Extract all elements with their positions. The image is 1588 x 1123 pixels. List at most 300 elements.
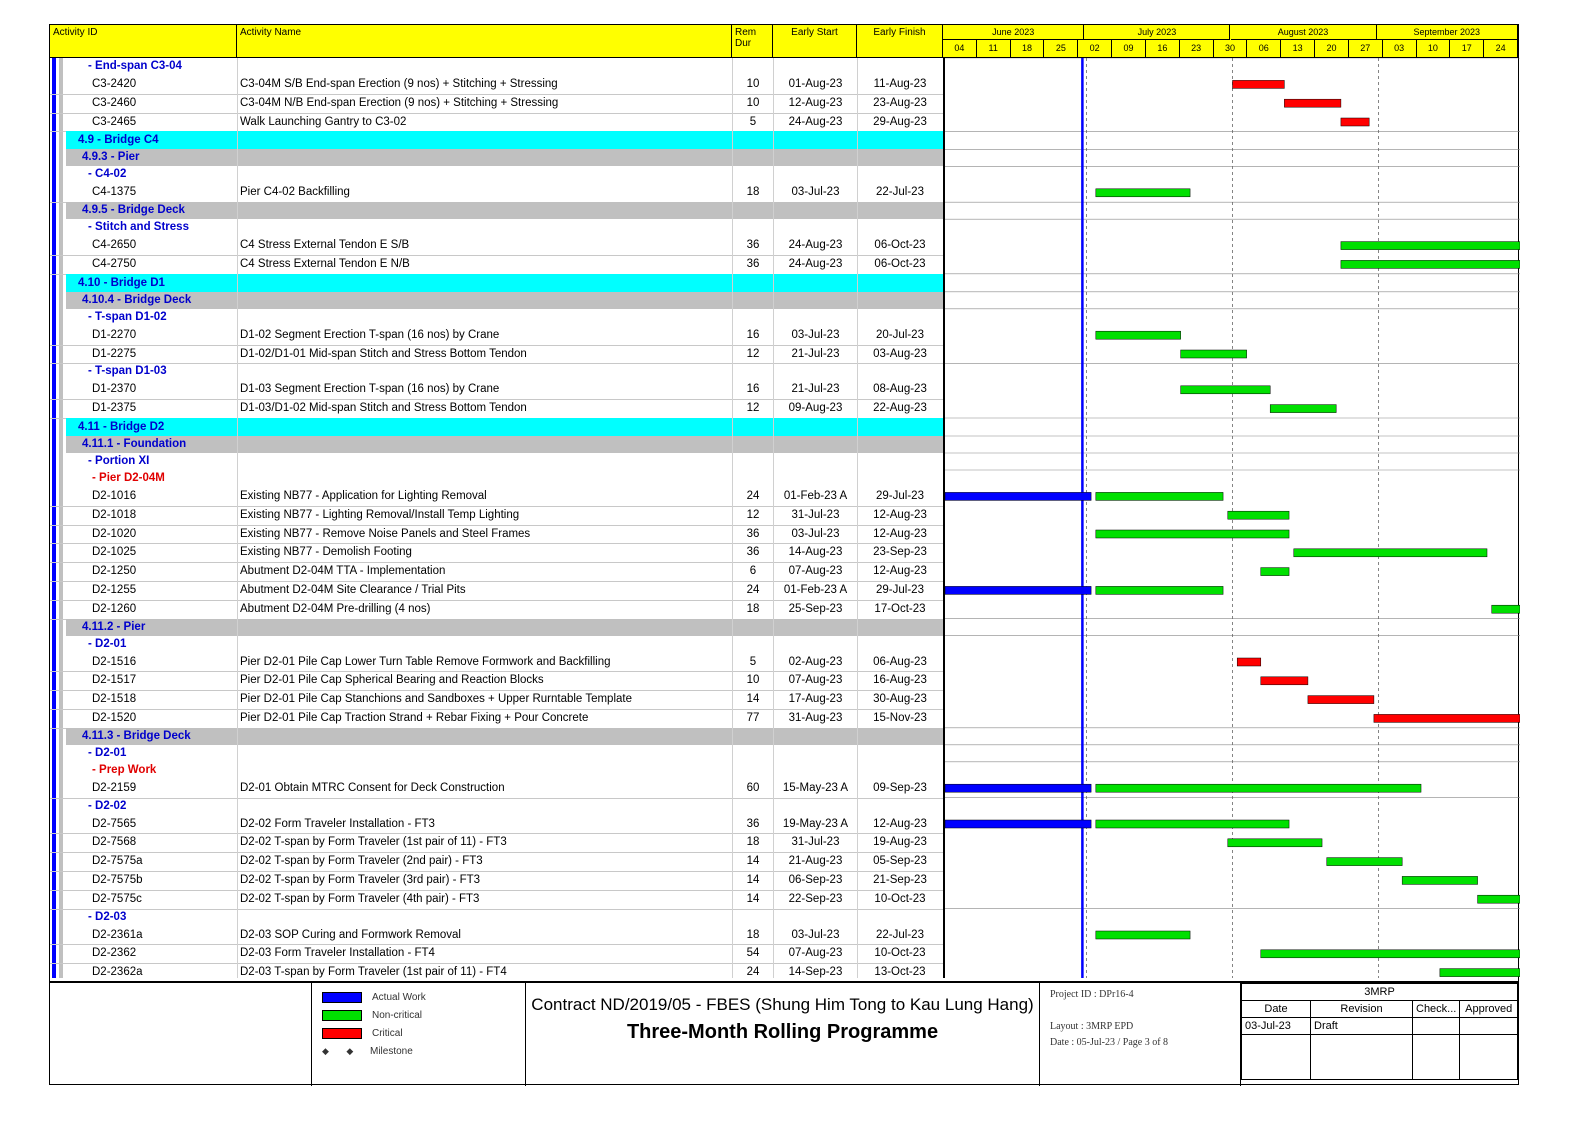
week-label: 06 — [1247, 40, 1281, 57]
rem-dur: 12 — [746, 402, 760, 415]
rem-dur: 24 — [746, 490, 760, 502]
early-start: 03-Jul-23 — [791, 186, 840, 199]
noncritical-bar[interactable] — [1096, 931, 1190, 939]
rem-dur: 36 — [746, 817, 760, 830]
group-row[interactable] — [50, 745, 943, 762]
week-label: 13 — [1281, 40, 1315, 57]
activity-row[interactable] — [50, 113, 943, 133]
rem-dur: 14 — [746, 693, 760, 706]
group-row[interactable] — [50, 798, 943, 815]
early-finish: 05-Sep-23 — [873, 855, 927, 868]
early-finish: 11-Aug-23 — [873, 78, 927, 90]
activity-id: C4-2750 — [92, 258, 137, 270]
noncritical-bar[interactable] — [1096, 492, 1223, 500]
activity-name: Walk Launching Gantry to C3-02 — [240, 115, 407, 128]
rem-dur: 14 — [746, 874, 760, 886]
month-label: September 2023 — [1377, 25, 1518, 40]
early-start: 01-Feb-23 A — [783, 490, 848, 502]
activity-row[interactable] — [50, 963, 943, 983]
early-start: 03-Jul-23 — [791, 527, 840, 540]
early-finish: 22-Aug-23 — [873, 402, 927, 415]
activity-name: Existing NB77 - Demolish Footing — [240, 546, 412, 559]
activity-row[interactable] — [50, 255, 943, 275]
early-finish: 12-Aug-23 — [873, 817, 927, 830]
activity-id: C3-2420 — [92, 78, 137, 90]
activity-row[interactable] — [50, 345, 943, 365]
activity-id: D2-1018 — [92, 508, 137, 521]
week-label: 30 — [1214, 40, 1248, 57]
early-finish: 22-Jul-23 — [876, 928, 924, 941]
wbs-row[interactable] — [66, 436, 943, 453]
rem-dur: 18 — [746, 602, 760, 615]
critical-bar[interactable] — [1341, 118, 1369, 126]
activity-row[interactable] — [50, 183, 943, 203]
week-label: 20 — [1315, 40, 1349, 57]
group-label: - D2-03 — [88, 910, 127, 923]
wbs-row[interactable] — [66, 418, 943, 436]
header-early-start[interactable]: Early Start — [773, 25, 857, 57]
rev-empty — [1242, 1035, 1311, 1080]
noncritical-bar[interactable] — [1327, 858, 1402, 866]
legend-noncritical — [322, 1010, 422, 1021]
activity-row[interactable] — [50, 653, 943, 673]
early-start: 03-Jul-23 — [791, 928, 840, 941]
rem-dur: 16 — [746, 328, 760, 341]
group-label: - D2-02 — [88, 799, 127, 812]
wbs-row[interactable] — [66, 274, 943, 292]
actual-bar[interactable] — [945, 784, 1091, 792]
project-id: Project ID : DPr16-4 — [1050, 989, 1134, 1000]
date-page: Date : 05-Jul-23 / Page 3 of 8 — [1050, 1037, 1169, 1048]
activity-id: D2-1255 — [92, 584, 137, 596]
group-label: 4.11 - Bridge D2 — [78, 421, 165, 433]
activity-name: D2-02 T-span by Form Traveler (1st pair of 11) - FT3 — [240, 836, 507, 849]
rev-empty — [1413, 1035, 1460, 1080]
month-label: June 2023 — [943, 25, 1084, 40]
noncritical-bar[interactable] — [1402, 876, 1477, 884]
noncritical-bar[interactable] — [1341, 260, 1520, 268]
column-header — [50, 25, 1518, 58]
early-finish: 08-Aug-23 — [873, 383, 927, 396]
critical-bar[interactable] — [1233, 80, 1285, 88]
activity-name: D2-02 T-span by Form Traveler (3rd pair) - FT3 — [240, 874, 481, 886]
noncritical-bar[interactable] — [1478, 895, 1520, 903]
week-label: 04 — [943, 40, 977, 57]
week-label: 23 — [1180, 40, 1214, 57]
rem-dur: 12 — [746, 508, 760, 521]
wbs-row[interactable] — [66, 202, 943, 219]
title-block — [50, 981, 1518, 1086]
noncritical-bar[interactable] — [1228, 511, 1289, 519]
activity-id: D2-2362 — [92, 947, 137, 960]
activity-name: D2-02 T-span by Form Traveler (2nd pair) - FT3 — [240, 855, 483, 868]
programme-sheet — [49, 24, 1519, 1085]
activity-name: Pier C4-02 Backfilling — [240, 186, 350, 199]
week-label: 18 — [1011, 40, 1045, 57]
activity-row[interactable] — [50, 671, 943, 691]
activity-row[interactable] — [50, 236, 943, 256]
activity-row[interactable] — [50, 890, 943, 910]
col-sep-name — [732, 58, 733, 978]
rem-dur: 10 — [746, 78, 760, 90]
layout-name: Layout : 3MRP EPD — [1050, 1021, 1134, 1032]
rev-header-date: Date — [1242, 1001, 1311, 1018]
legend-milestone — [322, 1046, 413, 1057]
early-finish: 23-Sep-23 — [873, 546, 927, 559]
group-row[interactable] — [50, 58, 943, 75]
early-finish: 10-Oct-23 — [874, 892, 926, 905]
activity-id: D2-7575c — [92, 892, 142, 905]
group-row[interactable] — [50, 219, 943, 236]
rem-dur: 12 — [746, 347, 760, 360]
activity-id: C3-2465 — [92, 115, 137, 128]
noncritical-bar[interactable] — [1440, 969, 1520, 977]
group-label: - Pier D2-04M — [92, 472, 165, 484]
early-start: 31-Jul-23 — [791, 836, 840, 849]
rev-approved — [1460, 1018, 1518, 1035]
group-row[interactable] — [50, 470, 943, 487]
header-activity-id[interactable]: Activity ID — [50, 25, 237, 57]
rem-dur: 36 — [746, 527, 760, 540]
early-start: 07-Aug-23 — [788, 565, 843, 578]
noncritical-bar[interactable] — [1181, 386, 1271, 394]
noncritical-bar[interactable] — [1096, 530, 1289, 538]
activity-row[interactable] — [50, 926, 943, 946]
activity-name: Pier D2-01 Pile Cap Stanchions and Sandboxes + Upper Rurntable Template — [240, 693, 632, 706]
activity-id: C4-2650 — [92, 239, 137, 252]
rem-dur: 18 — [746, 836, 760, 849]
col-sep-rem — [773, 58, 774, 978]
activity-row[interactable] — [50, 944, 943, 964]
rem-dur: 60 — [746, 781, 760, 794]
early-start: 01-Aug-23 — [788, 78, 843, 90]
actual-bar[interactable] — [945, 586, 1091, 594]
activity-row[interactable] — [50, 709, 943, 729]
activity-row[interactable] — [50, 852, 943, 872]
week-label: 11 — [977, 40, 1011, 57]
noncritical-bar[interactable] — [1270, 405, 1336, 413]
early-start: 14-Sep-23 — [788, 966, 843, 979]
legend-label: Milestone — [370, 1046, 413, 1057]
activity-row[interactable] — [50, 600, 943, 620]
month-label: July 2023 — [1084, 25, 1230, 40]
activity-row[interactable] — [50, 487, 943, 507]
revision-box — [1241, 983, 1518, 1086]
critical-bar[interactable] — [1308, 696, 1374, 704]
activity-id: D2-1020 — [92, 527, 137, 540]
group-label: 4.11.2 - Pier — [82, 620, 146, 633]
revision-table — [1241, 983, 1518, 1080]
col-sep-es — [857, 58, 858, 978]
early-finish: 12-Aug-23 — [873, 508, 927, 521]
group-label: - Stitch and Stress — [88, 221, 189, 234]
activity-row[interactable] — [50, 779, 943, 799]
group-label: 4.9.5 - Bridge Deck — [82, 204, 185, 217]
activity-name: Abutment D2-04M Site Clearance / Trial Pits — [240, 584, 466, 596]
activity-name: Pier D2-01 Pile Cap Spherical Bearing and Reaction Blocks — [240, 674, 544, 687]
activity-id: D2-1518 — [92, 693, 137, 706]
activity-row[interactable] — [50, 506, 943, 526]
activity-id: D2-1025 — [92, 546, 137, 559]
activity-id: D2-7568 — [92, 836, 137, 849]
rem-dur: 36 — [746, 239, 760, 252]
early-start: 01-Feb-23 A — [783, 584, 848, 596]
early-finish: 06-Aug-23 — [873, 655, 927, 668]
rem-dur: 10 — [746, 674, 760, 687]
blank-box — [50, 983, 312, 1086]
header-activity-name[interactable]: Activity Name — [237, 25, 732, 57]
noncritical-bar[interactable] — [1096, 820, 1289, 828]
gantt-chart — [943, 58, 1518, 978]
rem-dur: 10 — [746, 96, 760, 109]
noncritical-bar[interactable] — [1492, 605, 1520, 613]
early-start: 12-Aug-23 — [788, 96, 843, 109]
early-start: 24-Aug-23 — [788, 115, 843, 128]
week-label: 25 — [1044, 40, 1078, 57]
actual-bar[interactable] — [945, 492, 1091, 500]
activity-name: D1-03/D1-02 Mid-span Stitch and Stress Bottom Tendon — [240, 402, 527, 415]
week-label: 02 — [1078, 40, 1112, 57]
critical-bar[interactable] — [1374, 714, 1520, 722]
early-finish: 12-Aug-23 — [873, 565, 927, 578]
group-label: 4.10.4 - Bridge Deck — [82, 293, 192, 306]
group-label: 4.10 - Bridge D1 — [78, 276, 165, 289]
early-finish: 29-Jul-23 — [876, 490, 924, 502]
activity-row[interactable] — [50, 543, 943, 563]
group-label: 4.9.3 - Pier — [82, 151, 140, 164]
early-start: 25-Sep-23 — [788, 602, 843, 615]
activity-row[interactable] — [50, 833, 943, 853]
activity-id: D1-2270 — [92, 328, 137, 341]
activity-id: C4-1375 — [92, 186, 137, 199]
activity-name: C4 Stress External Tendon E S/B — [240, 239, 410, 252]
activity-row[interactable] — [50, 871, 943, 891]
early-start: 24-Aug-23 — [788, 258, 843, 270]
activity-id: D2-1517 — [92, 674, 137, 687]
group-row[interactable] — [50, 309, 943, 326]
early-start: 22-Sep-23 — [788, 892, 843, 905]
noncritical-swatch — [322, 1010, 362, 1021]
activity-name: Pier D2-01 Pile Cap Lower Turn Table Remove Formwork and Backfilling — [240, 655, 611, 668]
rem-dur: 77 — [746, 712, 760, 724]
activity-row[interactable] — [50, 94, 943, 114]
early-start: 21-Jul-23 — [791, 383, 840, 396]
rev-revision: Draft — [1311, 1018, 1413, 1035]
group-row[interactable] — [50, 762, 943, 779]
activity-name: D1-02 Segment Erection T-span (16 nos) by Crane — [240, 328, 500, 341]
activity-id: D2-1250 — [92, 565, 137, 578]
rev-date: 03-Jul-23 — [1242, 1018, 1311, 1035]
group-label: - T-span D1-03 — [88, 365, 167, 378]
rev-check — [1413, 1018, 1460, 1035]
rev-empty — [1311, 1035, 1413, 1080]
rev-empty — [1460, 1035, 1518, 1080]
rev-header-revision: Revision — [1311, 1001, 1413, 1018]
rem-dur: 14 — [746, 855, 760, 868]
early-start: 19-May-23 A — [782, 817, 849, 830]
early-finish: 06-Oct-23 — [874, 239, 926, 252]
activity-name: D2-02 T-span by Form Traveler (4th pair) - FT3 — [240, 892, 480, 905]
project-info — [1040, 983, 1241, 1086]
noncritical-bar[interactable] — [1228, 839, 1322, 847]
noncritical-bar[interactable] — [1261, 950, 1520, 958]
early-finish: 10-Oct-23 — [874, 947, 926, 960]
activity-name: Existing NB77 - Lighting Removal/Install Temp Lighting — [240, 508, 520, 521]
early-finish: 17-Oct-23 — [874, 602, 926, 615]
rev-header-approved: Approved — [1460, 1001, 1518, 1018]
activity-id: D2-2361a — [92, 928, 143, 941]
legend-critical — [322, 1028, 403, 1039]
group-row[interactable] — [50, 636, 943, 653]
activity-id: D2-2159 — [92, 781, 137, 794]
rem-dur: 5 — [749, 115, 757, 128]
activity-name: D2-03 T-span by Form Traveler (1st pair of 11) - FT4 — [240, 966, 507, 979]
rem-dur: 24 — [746, 966, 760, 979]
group-row[interactable] — [50, 166, 943, 183]
activity-row[interactable] — [50, 562, 943, 582]
contract-title: Contract ND/2019/05 - FBES (Shung Him Tong to Kau Lung Hang) — [531, 995, 1034, 1014]
early-finish: 29-Aug-23 — [873, 115, 927, 128]
rem-dur: 6 — [749, 565, 757, 578]
legend-label: Actual Work — [372, 992, 426, 1004]
week-label: 27 — [1349, 40, 1383, 57]
group-label: - D2-01 — [88, 637, 127, 650]
col-sep-id — [237, 58, 238, 978]
early-finish: 30-Aug-23 — [873, 693, 927, 706]
noncritical-bar[interactable] — [1181, 350, 1247, 358]
early-start: 07-Aug-23 — [788, 947, 843, 960]
activity-id: D2-1260 — [92, 602, 137, 615]
early-start: 24-Aug-23 — [788, 239, 843, 252]
rem-dur: 14 — [746, 892, 760, 905]
early-start: 07-Aug-23 — [788, 674, 843, 687]
header-early-finish[interactable]: Early Finish — [857, 25, 943, 57]
activity-id: D1-2370 — [92, 383, 137, 396]
early-start: 15-May-23 A — [782, 781, 849, 794]
week-label: 09 — [1112, 40, 1146, 57]
activity-row[interactable] — [50, 581, 943, 601]
group-label: 4.9 - Bridge C4 — [78, 134, 159, 147]
wbs-row[interactable] — [66, 149, 943, 166]
activity-name: D2-02 Form Traveler Installation - FT3 — [240, 817, 435, 830]
early-start: 31-Aug-23 — [788, 712, 843, 724]
noncritical-bar[interactable] — [1096, 331, 1181, 339]
early-finish: 23-Aug-23 — [873, 96, 927, 109]
activity-row[interactable] — [50, 75, 943, 95]
early-finish: 22-Jul-23 — [876, 186, 924, 199]
noncritical-bar[interactable] — [1096, 189, 1190, 197]
group-label: - T-span D1-02 — [88, 310, 167, 323]
critical-bar[interactable] — [1237, 658, 1261, 666]
activity-row[interactable] — [50, 326, 943, 346]
activity-name: Abutment D2-04M Pre-drilling (4 nos) — [240, 602, 431, 615]
early-finish: 03-Aug-23 — [873, 347, 927, 360]
early-start: 21-Aug-23 — [788, 855, 843, 868]
noncritical-bar[interactable] — [1261, 568, 1289, 576]
activity-row[interactable] — [50, 690, 943, 710]
activity-row[interactable] — [50, 525, 943, 545]
early-start: 03-Jul-23 — [791, 328, 840, 341]
activity-row[interactable] — [50, 380, 943, 400]
early-finish: 12-Aug-23 — [873, 527, 927, 540]
activity-row[interactable] — [50, 815, 943, 835]
actual-bar[interactable] — [945, 820, 1091, 828]
month-label: August 2023 — [1231, 25, 1377, 40]
rem-dur: 5 — [749, 655, 757, 668]
early-start: 21-Jul-23 — [791, 347, 840, 360]
gantt-svg — [945, 58, 1520, 978]
wbs-row[interactable] — [66, 292, 943, 309]
early-start: 09-Aug-23 — [788, 402, 843, 415]
early-finish: 21-Sep-23 — [873, 874, 927, 886]
activity-id: D2-2362a — [92, 966, 143, 979]
header-rem-dur[interactable]: Rem Dur — [732, 25, 773, 57]
critical-bar[interactable] — [1261, 677, 1308, 685]
group-label: - Portion XI — [88, 455, 150, 467]
activity-row[interactable] — [50, 399, 943, 419]
group-label: - Prep Work — [92, 763, 157, 776]
week-label: 24 — [1484, 40, 1518, 57]
early-finish: 29-Jul-23 — [876, 584, 924, 596]
early-finish: 09-Sep-23 — [873, 781, 927, 794]
activity-name: Existing NB77 - Application for Lighting Removal — [240, 490, 487, 502]
activity-name: C3-04M N/B End-span Erection (9 nos) + Stitching + Stressing — [240, 96, 559, 109]
group-label: 4.11.1 - Foundation — [82, 438, 187, 450]
activity-id: D2-7565 — [92, 817, 137, 830]
critical-bar[interactable] — [1284, 99, 1341, 107]
early-finish: 06-Oct-23 — [874, 258, 926, 270]
actual-swatch — [322, 992, 362, 1003]
rev-header-check: Check... — [1413, 1001, 1460, 1018]
activity-id: D1-2275 — [92, 347, 137, 360]
week-label: 03 — [1383, 40, 1417, 57]
wbs-row[interactable] — [66, 728, 943, 745]
noncritical-bar[interactable] — [1341, 242, 1520, 250]
early-finish: 16-Aug-23 — [873, 674, 927, 687]
week-label: 17 — [1450, 40, 1484, 57]
rem-dur: 36 — [746, 546, 760, 559]
group-row[interactable] — [50, 363, 943, 380]
activity-id: D2-1016 — [92, 490, 137, 502]
critical-swatch — [322, 1028, 362, 1039]
group-label: - C4-02 — [88, 168, 127, 181]
wbs-row[interactable] — [66, 131, 943, 149]
rem-dur: 18 — [746, 928, 760, 941]
rem-dur: 18 — [746, 186, 760, 199]
legend-label: Non-critical — [372, 1010, 423, 1022]
activity-name: D1-02/D1-01 Mid-span Stitch and Stress Bottom Tendon — [240, 347, 527, 360]
wbs-row[interactable] — [66, 619, 943, 636]
rem-dur: 36 — [746, 258, 760, 270]
activity-name: Existing NB77 - Remove Noise Panels and Steel Frames — [240, 527, 531, 540]
early-finish: 15-Nov-23 — [873, 712, 927, 724]
group-row[interactable] — [50, 909, 943, 926]
timescale — [943, 25, 1518, 57]
group-label: 4.11.3 - Bridge Deck — [82, 729, 191, 742]
noncritical-bar[interactable] — [1294, 549, 1487, 557]
activity-name: D1-03 Segment Erection T-span (16 nos) by Crane — [240, 383, 500, 396]
activity-name: Abutment D2-04M TTA - Implementation — [240, 565, 446, 578]
activity-name: D2-01 Obtain MTRC Consent for Deck Construction — [240, 781, 505, 794]
group-label: - End-span C3-04 — [88, 60, 182, 72]
noncritical-bar[interactable] — [1096, 586, 1223, 594]
early-start: 17-Aug-23 — [788, 693, 843, 706]
early-finish: 19-Aug-23 — [873, 836, 927, 849]
group-row[interactable] — [50, 453, 943, 470]
noncritical-bar[interactable] — [1096, 784, 1421, 792]
early-start: 02-Aug-23 — [788, 655, 843, 668]
rem-dur: 54 — [746, 947, 760, 960]
